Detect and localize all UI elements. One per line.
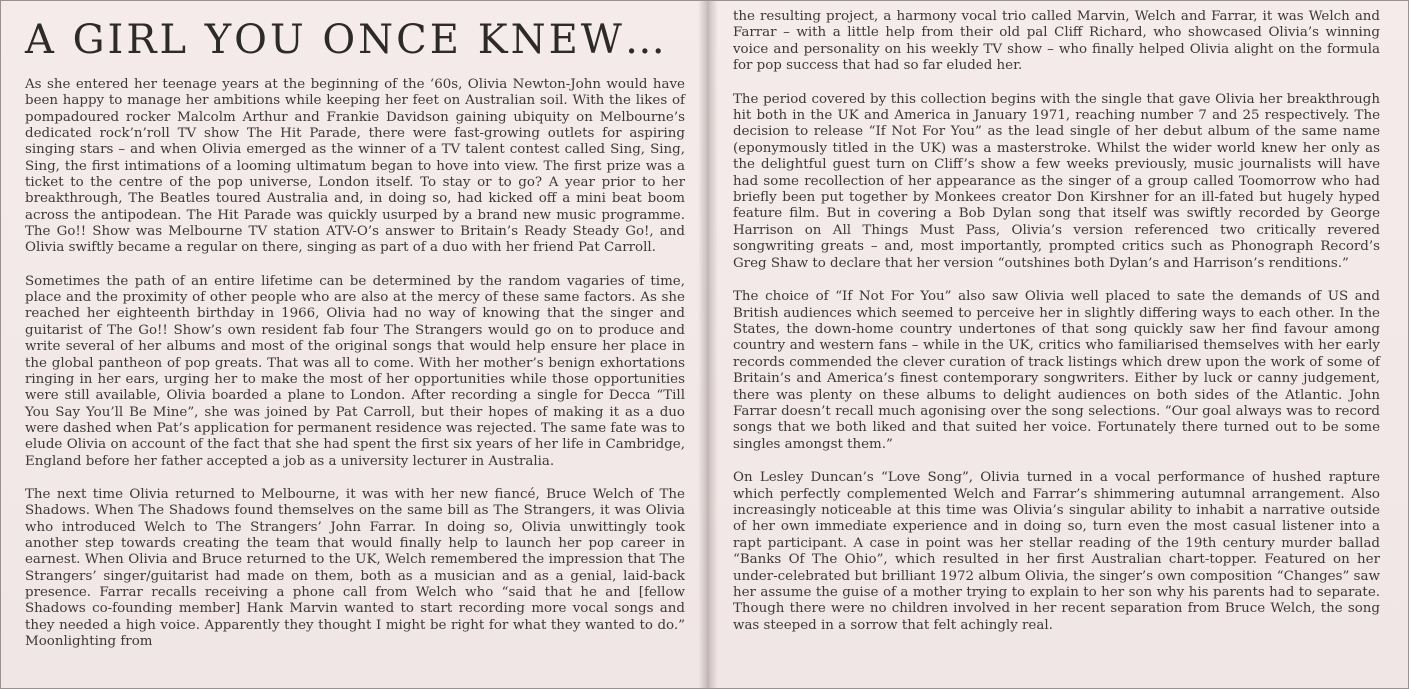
body-paragraph: Sometimes the path of an entire lifetime can be determined by the random vagaries of time, place and the proximity of other people who are also at the mercy of these same factors. As she reached her eighteenth birthday in 1966, Olivia had no way of knowing that the singer and guitarist of The Go!! Show’s own resident fab four The Strangers would go on to produce and write several of her albums and most of the original songs that would help ensure her place in the global pantheon of pop greats. That was all to come. With her mother’s benign exhortations ringing in her ears, urging her to make the most of her opportunities while those opportunities were still available, Olivia boarded a plane to London. After recording a single for Decca “Till You Say You’ll Be Mine”, she was joined by Pat Carroll, but their hopes of making it as a duo were dashed when Pat’s application for permanent residence was rejected. The same fate was to elude Olivia on account of the fact that she had spent the first six years of her life in Cambridge, England before her father accepted a job as a university lecturer in Australia.	[25, 273, 685, 469]
page-title: A GIRL YOU ONCE KNEW…	[25, 17, 668, 63]
body-paragraph: The period covered by this collection begins with the single that gave Olivia her breakthrough hit both in the UK and America in January 1971, reaching number 7 and 25 respectively. The decision to release “If Not For You” as the lead single of her debut album of the same name (eponymously titled in the UK) was a masterstroke. Whilst the wider world knew her only as the delightful guest turn on Cliff’s show a few weeks previously, music journalists will have had some recollection of her appearance as the singer of a group called Toomorrow who had briefly been put together by Monkees creator Don Kirshner for an ill-fated but hugely hyped feature film. But in covering a Bob Dylan song that itself was swiftly recorded by George Harrison on All Things Must Pass, Olivia’s version referenced two critically revered songwriting greats – and, most importantly, prompted critics such as Phonograph Record’s Greg Shaw to declare that her version “outshines both Dylan’s and Harrison’s renditions.”	[732, 91, 1380, 271]
body-paragraph: the resulting project, a harmony vocal trio called Marvin, Welch and Farrar, it was Welch and Farrar – with a little help from their old pal Cliff Richard, who showcased Olivia’s winning voice and personality on his weekly TV show – who finally helped Olivia alight on the formula for pop success that had so far eluded her.	[732, 9, 1380, 74]
left-page	[1, 1, 705, 688]
body-paragraph: On Lesley Duncan’s “Love Song”, Olivia turned in a vocal performance of hushed rapture which perfectly complemented Welch and Farrar’s shimmering autumnal arrangement. Also increasingly noticeable at this time was Olivia’s singular ability to inhabit a narrative outside of her own immediate experience and in doing so, turn even the most casual listener into a rapt participant. A case in point was her stellar reading of the 19th century murder ballad “Banks Of The Ohio”, which resulted in her first Australian chart-topper. Featured on her under-celebrated but brilliant 1972 album Olivia, the singer’s own composition “Changes” saw her assume the guise of a mother trying to explain to her son why his parents had to separate. Though there were no children involved in her recent separation from Bruce Welch, the song was steeped in a sorrow that felt achingly real.	[732, 470, 1380, 633]
body-paragraph: As she entered her teenage years at the beginning of the ‘60s, Olivia Newton-John would have been happy to manage her ambitions while keeping her feet on Australian soil. With the likes of pompadoured rocker Malcolm Arthur and Frankie Davidson gaining ubiquity on Melbourne’s dedicated rock’n’roll TV show The Hit Parade, there were fast-growing outlets for aspiring singing stars – and when Olivia emerged as the winner of a TV talent contest called Sing, Sing, Sing, the first intimations of a looming ultimatum began to hove into view. The first prize was a ticket to the centre of the pop universe, London itself. To stay or to go? A year prior to her breakthrough, The Beatles toured Australia and, in doing so, had kicked off a mini beat boom across the antipodean. The Hit Parade was quickly usurped by a brand new music programme. The Go!! Show was Melbourne TV station ATV-O’s answer to Britain’s Ready Steady Go!, and Olivia swiftly became a regular on there, singing as part of a duo with her friend Pat Carroll.	[25, 77, 685, 256]
body-paragraph: The next time Olivia returned to Melbourne, it was with her new fiancé, Bruce Welch of The Shadows. When The Shadows found themselves on the same bill as The Strangers, it was Olivia who introduced Welch to The Strangers’ John Farrar. In doing so, Olivia unwittingly took another step towards creating the team that would finally help to launch her pop career in earnest. When Olivia and Bruce returned to the UK, Welch remembered the impression that The Strangers’ singer/guitarist had made on them, both as a musician and as a genial, laid-back presence. Farrar recalls receiving a phone call from Welch who “said that he and [fellow Shadows co-founding member] Hank Marvin wanted to start recording more vocal songs and they needed a high voice. Apparently they thought I might be right for what they wanted to do.” Moonlighting from	[25, 486, 685, 649]
right-page	[705, 1, 1408, 688]
body-paragraph: The choice of “If Not For You” also saw Olivia well placed to sate the demands of US and British audiences which seemed to perceive her in slightly differing ways to each other. In the States, the down-home country undertones of that song quickly saw her find favour among country and western fans – while in the UK, critics who familiarised themselves with her early records commended the clever curation of track listings which drew upon the work of some of Britain’s and America’s finest contemporary songwriters. Either by luck or canny judgement, there was plenty on these albums to delight audiences on both sides of the Atlantic. John Farrar doesn’t recall much agonising over the song selections. “Our goal always was to record songs that we both liked and that suited her voice. Fortunately there turned out to be some singles amongst them.”	[732, 289, 1380, 452]
